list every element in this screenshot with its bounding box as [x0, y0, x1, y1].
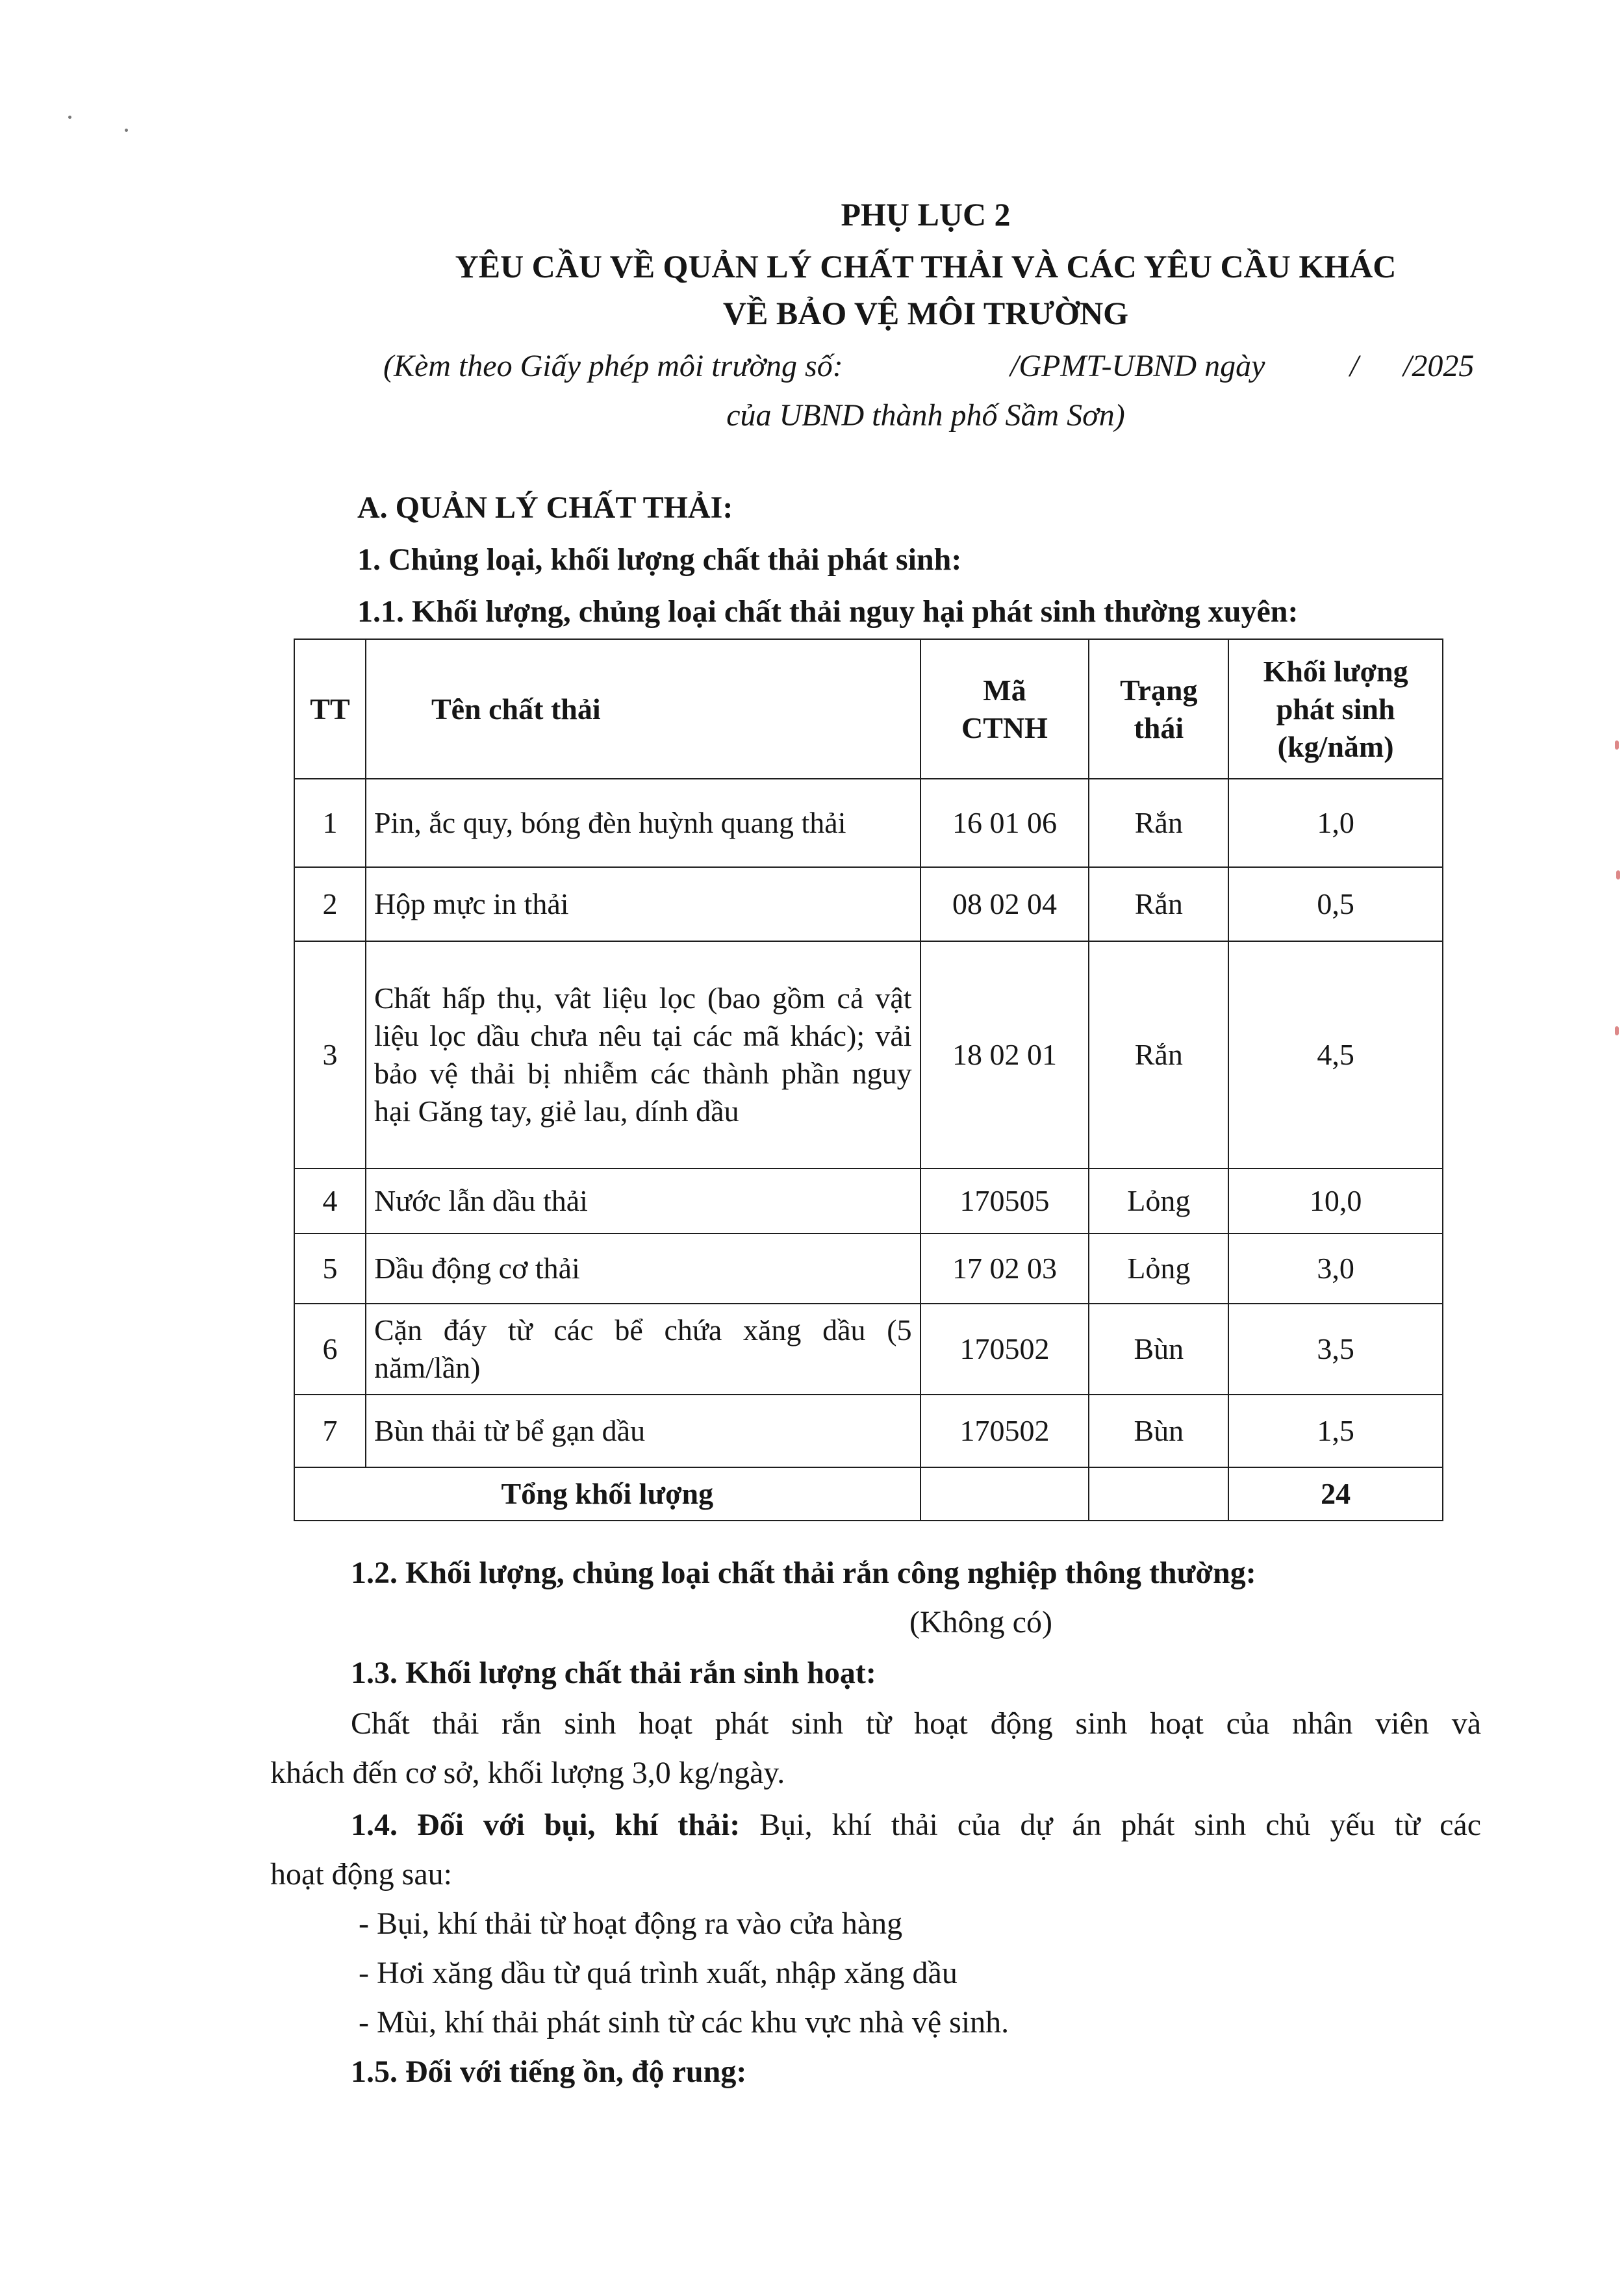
- header-waste-name: Tên chất thải: [366, 639, 920, 779]
- cell-waste-name: Dầu động cơ thải: [366, 1233, 920, 1304]
- header-tt: TT: [294, 639, 366, 779]
- section-1-5-heading: 1.5. Đối với tiếng ồn, độ rung:: [351, 2055, 747, 2089]
- total-label: Tổng khối lượng: [294, 1467, 920, 1521]
- table-row: [294, 867, 1443, 941]
- cell-state: Lỏng: [1089, 1233, 1228, 1304]
- table-row: [294, 941, 1443, 1169]
- total-empty-cell: [920, 1467, 1089, 1521]
- list-item: - Bụi, khí thải từ hoạt động ra vào cửa hàng: [359, 1906, 903, 1941]
- list-item: - Mùi, khí thải phát sinh từ các khu vực nhà vệ sinh.: [359, 2005, 1009, 2040]
- appendix-label: PHỤ LỤC 2: [841, 196, 1011, 233]
- section-1-2-note: (Không có): [909, 1605, 1052, 1639]
- list-item: - Hơi xăng dầu từ quá trình xuất, nhập xăng dầu: [359, 1956, 958, 1990]
- scan-speck: [125, 129, 128, 132]
- cell-state: Lỏng: [1089, 1169, 1228, 1233]
- section-1-1-heading: 1.1. Khối lượng, chủng loại chất thải nguy hại phát sinh thường xuyên:: [357, 594, 1299, 629]
- cell-tt: 5: [294, 1233, 366, 1304]
- cell-tt: 7: [294, 1395, 366, 1467]
- cell-mass: 1,5: [1228, 1395, 1443, 1467]
- section-a-heading: A. QUẢN LÝ CHẤT THẢI:: [357, 490, 733, 525]
- cell-waste-name: Chất hấp thụ, vât liệu lọc (bao gồm cả vật liệu lọc dầu chưa nêu tại các mã khác); vải bảo vệ thải bị nhiễm các thành phần nguy hại Găng tay, giẻ lau, dính dầu: [366, 941, 920, 1169]
- cell-hazard-code: 18 02 01: [920, 941, 1089, 1169]
- cell-waste-name: Hộp mực in thải: [366, 867, 920, 941]
- cell-tt: 1: [294, 779, 366, 867]
- section-1-2-heading: 1.2. Khối lượng, chủng loại chất thải rắn công nghiệp thông thường:: [351, 1556, 1256, 1590]
- attachment-note-line2: của UBND thành phố Sầm Sơn): [726, 398, 1125, 433]
- cell-state: Bùn: [1089, 1304, 1228, 1395]
- table-row: [294, 1304, 1443, 1395]
- cell-hazard-code: 170502: [920, 1395, 1089, 1467]
- cell-state: Rắn: [1089, 867, 1228, 941]
- cell-state: Bùn: [1089, 1395, 1228, 1467]
- section-1-3-paragraph-line2: khách đến cơ sở, khối lượng 3,0 kg/ngày.: [270, 1756, 785, 1790]
- header-state: Trạng thái: [1089, 639, 1228, 779]
- cell-tt: 3: [294, 941, 366, 1169]
- total-empty-cell: [1089, 1467, 1228, 1521]
- cell-mass: 10,0: [1228, 1169, 1443, 1233]
- cell-hazard-code: 170505: [920, 1169, 1089, 1233]
- scan-edge-mark: [1615, 740, 1619, 750]
- attachment-note-part1: (Kèm theo Giấy phép môi trường số:: [383, 349, 843, 383]
- cell-waste-name: Bùn thải từ bể gạn dầu: [366, 1395, 920, 1467]
- section-1-3-paragraph-line1: Chất thải rắn sinh hoạt phát sinh từ hoạt động sinh hoạt của nhân viên và: [351, 1706, 1481, 1741]
- cell-state: Rắn: [1089, 779, 1228, 867]
- section-1-heading: 1. Chủng loại, khối lượng chất thải phát sinh:: [357, 542, 962, 577]
- scan-edge-mark: [1615, 1026, 1619, 1035]
- cell-mass: 4,5: [1228, 941, 1443, 1169]
- table-row: [294, 1169, 1443, 1233]
- table-row: [294, 1395, 1443, 1467]
- scan-edge-mark: [1616, 870, 1620, 879]
- cell-mass: 3,0: [1228, 1233, 1443, 1304]
- cell-waste-name: Nước lẫn dầu thải: [366, 1169, 920, 1233]
- header-mass: Khối lượng phát sinh (kg/năm): [1228, 639, 1443, 779]
- table-row: [294, 779, 1443, 867]
- scan-speck: [68, 116, 71, 119]
- attachment-note-part3: /: [1350, 349, 1359, 383]
- cell-hazard-code: 16 01 06: [920, 779, 1089, 867]
- cell-hazard-code: 170502: [920, 1304, 1089, 1395]
- attachment-note-part4: /2025: [1403, 349, 1475, 383]
- section-1-4-heading: 1.4. Đối với bụi, khí thải:: [351, 1808, 741, 1842]
- total-value: 24: [1228, 1467, 1443, 1521]
- attachment-note-part2: /GPMT-UBND ngày: [1010, 349, 1265, 383]
- section-1-3-heading: 1.3. Khối lượng chất thải rắn sinh hoạt:: [351, 1656, 876, 1690]
- cell-tt: 6: [294, 1304, 366, 1395]
- table-row: [294, 1233, 1443, 1304]
- document-title-line1: YÊU CẦU VỀ QUẢN LÝ CHẤT THẢI VÀ CÁC YÊU CẦU KHÁC: [455, 248, 1397, 284]
- cell-waste-name: Cặn đáy từ các bể chứa xăng dầu (5 năm/lần): [366, 1304, 920, 1395]
- cell-hazard-code: 17 02 03: [920, 1233, 1089, 1304]
- cell-tt: 2: [294, 867, 366, 941]
- section-1-4-line2: hoạt động sau:: [270, 1857, 452, 1891]
- table-header-row: [294, 639, 1443, 779]
- header-hazard-code: Mã CTNH: [920, 639, 1089, 779]
- cell-waste-name: Pin, ắc quy, bóng đèn huỳnh quang thải: [366, 779, 920, 867]
- document-title-line2: VỀ BẢO VỆ MÔI TRƯỜNG: [722, 295, 1129, 331]
- hazardous-waste-table: [294, 639, 1443, 1521]
- cell-mass: 3,5: [1228, 1304, 1443, 1395]
- table-total-row: [294, 1467, 1443, 1521]
- section-1-4-text: Bụi, khí thải của dự án phát sinh chủ yếu từ các: [759, 1808, 1482, 1842]
- cell-mass: 0,5: [1228, 867, 1443, 941]
- cell-state: Rắn: [1089, 941, 1228, 1169]
- cell-hazard-code: 08 02 04: [920, 867, 1089, 941]
- cell-mass: 1,0: [1228, 779, 1443, 867]
- section-1-4-line1: [351, 1806, 1481, 1845]
- cell-tt: 4: [294, 1169, 366, 1233]
